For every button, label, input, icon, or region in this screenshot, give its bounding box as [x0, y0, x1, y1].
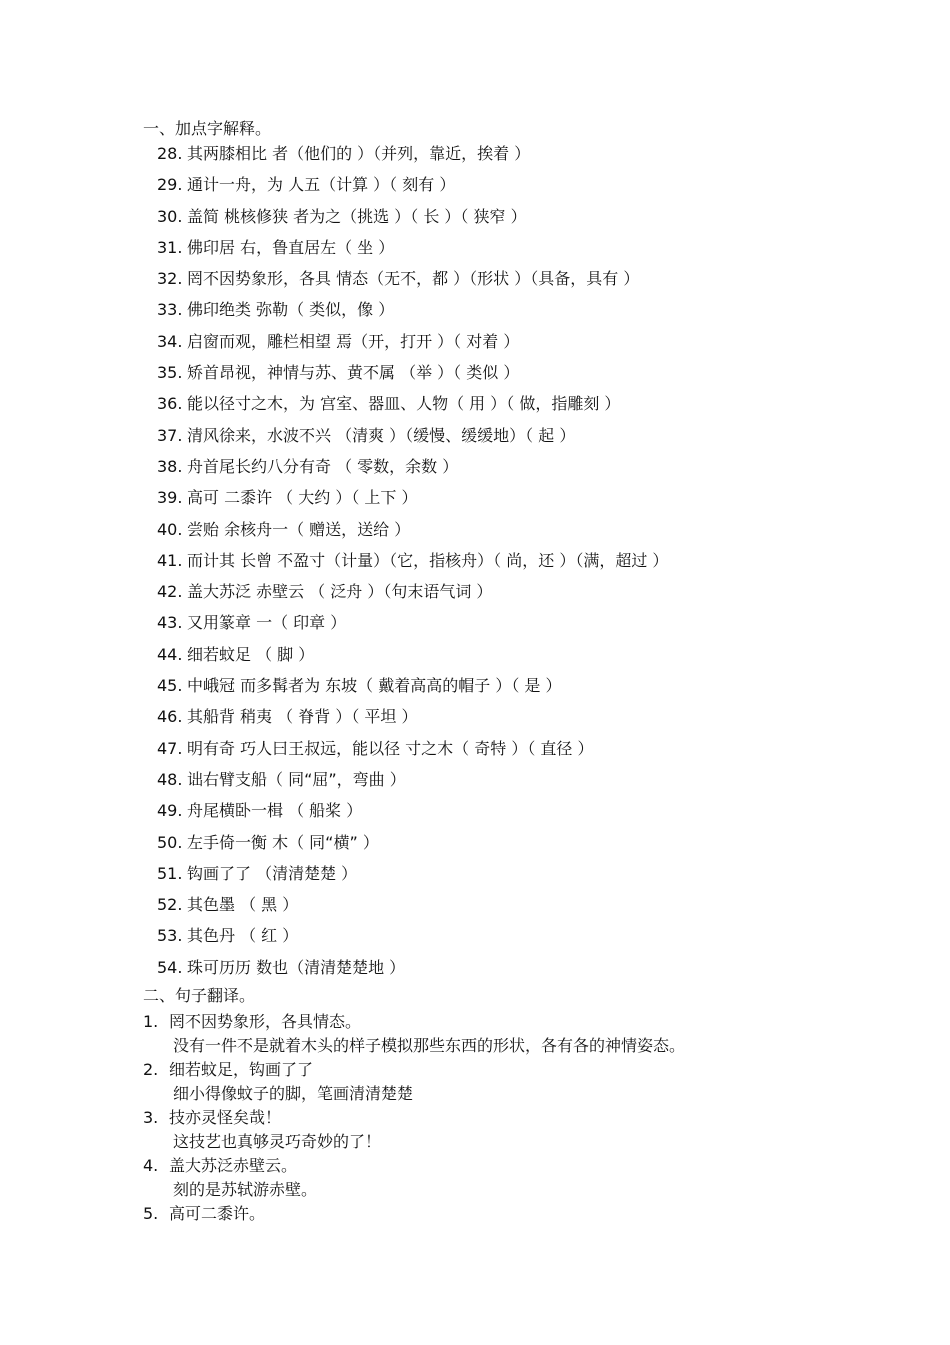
translation-question [143, 1202, 903, 1226]
item-number: 51. [157, 863, 183, 883]
item-text: 罔不因势象形，各具 情态（无不，都 ）（形状 ）（具备，具有 ） [187, 269, 640, 289]
list-item [157, 142, 917, 173]
item-text: 诎右臂支船（ 同“屈”，弯曲 ） [187, 769, 406, 789]
item-text: 舟首尾长约八分有奇 （ 零数，余数 ） [187, 456, 459, 476]
translation-question [143, 1010, 903, 1034]
item-number: 53. [157, 926, 183, 946]
section-title-sentence-translation: 二、句子翻译。 [143, 986, 256, 1005]
item-text: 细若蚊足 （ 脚 ） [187, 644, 315, 664]
item-number: 34. [157, 331, 183, 351]
list-item [157, 862, 917, 893]
list-item [157, 705, 917, 736]
item-number: 45. [157, 676, 183, 696]
item-text: 启窗而观，雕栏相望 焉（开，打开 ）（ 对着 ） [187, 331, 520, 351]
list-item [157, 330, 917, 361]
item-text: 又用篆章 一（ 印章 ） [187, 613, 347, 633]
translation-number: 2. [143, 1060, 159, 1079]
list-item [157, 549, 917, 580]
item-number: 35. [157, 363, 183, 383]
item-text: 清风徐来，水波不兴 （清爽 ）（缓慢、缓缓地）（ 起 ） [187, 425, 576, 445]
list-item [157, 956, 917, 987]
item-text: 其色丹 （ 红 ） [187, 926, 299, 946]
item-number: 39. [157, 488, 183, 508]
translation-answer: 刻的是苏轼游赤壁。 [173, 1180, 318, 1199]
item-text: 其两膝相比 者（他们的 ）（并列，靠近，挨着 ） [187, 144, 531, 163]
item-number: 49. [157, 801, 183, 821]
translation-answer: 没有一件不是就着木头的样子模拟那些东西的形状，各有各的神情姿态。 [173, 1036, 686, 1055]
translation-item [143, 1058, 903, 1106]
item-text: 珠可历历 数也（清清楚楚地 ） [187, 957, 406, 977]
translation-source-text: 罔不因势象形，各具情态。 [169, 1012, 362, 1031]
item-text: 盖大苏泛 赤壁云 （ 泛舟 ）（句末语气词 ） [187, 582, 493, 602]
translation-item [143, 1202, 903, 1226]
list-item [157, 267, 917, 298]
list-item [157, 518, 917, 549]
item-text: 佛印居 右，鲁直居左（ 坐 ） [187, 237, 395, 257]
item-number: 36. [157, 394, 183, 414]
item-number: 32. [157, 269, 183, 289]
list-item [157, 643, 917, 674]
translation-source-text: 盖大苏泛赤壁云。 [169, 1156, 298, 1175]
list-item [157, 893, 917, 924]
list-item [157, 298, 917, 329]
translation-item [143, 1154, 903, 1202]
list-item [157, 611, 917, 642]
item-number: 38. [157, 456, 183, 476]
list-item [157, 455, 917, 486]
item-text: 其色墨 （ 黑 ） [187, 895, 299, 915]
item-number: 28. [157, 144, 183, 163]
item-text: 能以径寸之木，为 宫室、器皿、人物（ 用 ）（ 做，指雕刻 ） [187, 394, 621, 414]
translation-source-text: 技亦灵怪矣哉！ [169, 1108, 282, 1127]
translation-source-text: 高可二黍许。 [169, 1204, 266, 1223]
item-number: 46. [157, 707, 183, 727]
item-number: 37. [157, 425, 183, 445]
item-number: 40. [157, 519, 183, 539]
list-item [157, 831, 917, 862]
translation-item [143, 1010, 903, 1058]
list-item [157, 768, 917, 799]
item-number: 31. [157, 237, 183, 257]
item-text: 明有奇 巧人曰王叔远，能以径 寸之木（ 奇特 ）（ 直径 ） [187, 738, 594, 758]
item-text: 其船背 稍夷 （ 脊背 ）（ 平坦 ） [187, 707, 418, 727]
item-text: 尝贻 余核舟一（ 赠送，送给 ） [187, 519, 411, 539]
item-text: 盖简 桃核修狭 者为之（挑选 ）（ 长 ）（ 狭窄 ） [187, 206, 527, 226]
list-item [157, 674, 917, 705]
item-number: 41. [157, 550, 183, 570]
item-number: 54. [157, 957, 183, 977]
list-item [157, 580, 917, 611]
translation-number: 1. [143, 1012, 159, 1031]
item-number: 42. [157, 582, 183, 602]
item-text: 通计一舟，为 人五（计算 ）（ 刻有 ） [187, 175, 456, 195]
item-number: 43. [157, 613, 183, 633]
item-number: 48. [157, 769, 183, 789]
word-explanation-list [157, 142, 917, 987]
section-title-word-explanation: 一、加点字解释。 [143, 119, 272, 138]
item-number: 47. [157, 738, 183, 758]
item-text: 而计其 长曾 不盈寸（计量）（它，指核舟）（ 尚，还 ）（满，超过 ） [187, 550, 669, 570]
item-number: 33. [157, 300, 183, 320]
item-number: 50. [157, 832, 183, 852]
item-number: 44. [157, 644, 183, 664]
item-text: 舟尾横卧一楫 （ 船桨 ） [187, 801, 363, 821]
item-text: 矫首昂视，神情与苏、黄不属 （举 ）（ 类似 ） [187, 363, 520, 383]
translation-answer: 这技艺也真够灵巧奇妙的了！ [173, 1132, 382, 1151]
list-item [157, 737, 917, 768]
item-text: 佛印绝类 弥勒（ 类似，像 ） [187, 300, 395, 320]
translation-number: 5. [143, 1204, 159, 1223]
item-text: 中峨冠 而多髯者为 东坡（ 戴着高高的帽子 ）（ 是 ） [187, 676, 562, 696]
list-item [157, 486, 917, 517]
list-item [157, 173, 917, 204]
list-item [157, 361, 917, 392]
list-item [157, 205, 917, 236]
item-text: 左手倚一衡 木（ 同“横” ） [187, 832, 379, 852]
item-text: 钩画了了 （清清楚楚 ） [187, 863, 358, 883]
translation-number: 3. [143, 1108, 159, 1127]
translation-number: 4. [143, 1156, 159, 1175]
translation-source-text: 细若蚊足，钩画了了 [169, 1060, 314, 1079]
item-number: 29. [157, 175, 183, 195]
translation-question [143, 1058, 903, 1082]
list-item [157, 236, 917, 267]
list-item [157, 392, 917, 423]
list-item [157, 424, 917, 455]
translation-question [143, 1154, 903, 1178]
list-item [157, 799, 917, 830]
translation-item [143, 1106, 903, 1154]
translation-answer: 细小得像蚊子的脚，笔画清清楚楚 [173, 1084, 414, 1103]
list-item [157, 924, 917, 955]
sentence-translation-list [143, 1010, 903, 1226]
translation-question [143, 1106, 903, 1130]
item-text: 高可 二黍许 （ 大约 ）（ 上下 ） [187, 488, 418, 508]
item-number: 52. [157, 895, 183, 915]
item-number: 30. [157, 206, 183, 226]
